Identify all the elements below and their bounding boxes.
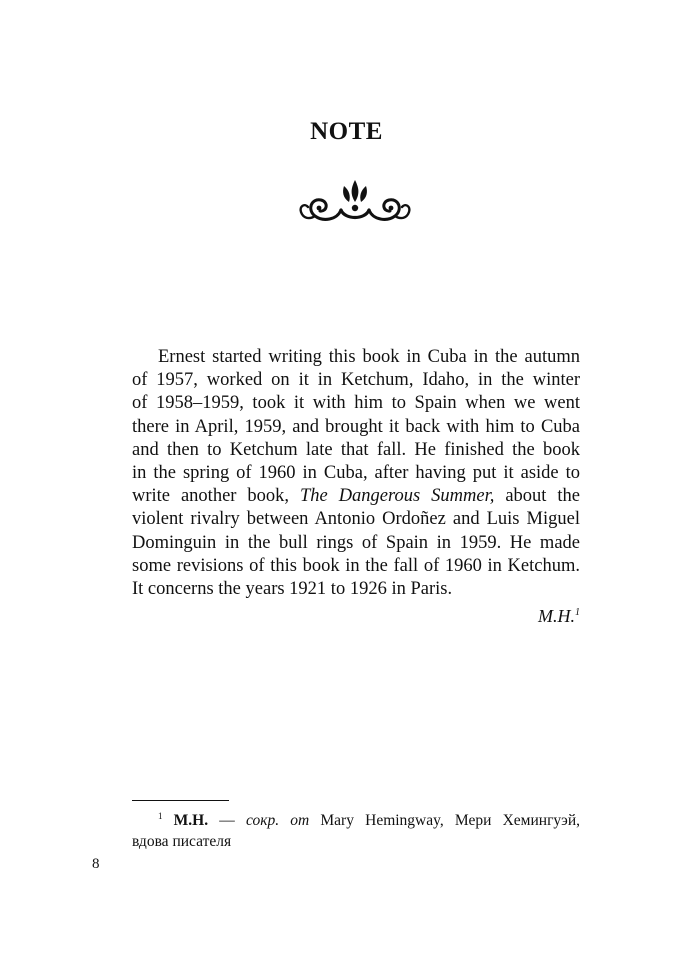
footnote-line: вдова писателя: [132, 832, 232, 850]
body-line: in the spring of 1960 in Cuba, after having put it aside to: [132, 463, 580, 484]
note-body: [132, 346, 580, 601]
footnote: [132, 806, 580, 852]
footnote-abbreviation: М.Н.: [173, 812, 209, 830]
page-title: NOTE: [310, 118, 383, 145]
body-text-fragment: write another book,: [132, 486, 300, 507]
body-line-book-title: [132, 485, 580, 508]
body-line: violent rivalry between Antonio Ordoñez and Luis Miguel: [132, 509, 580, 530]
body-line: and then to Ketchum late that fall. He finished the book: [132, 439, 580, 460]
footnote-text: Mary Hemingway, Мери Хемингуэй,: [309, 812, 580, 830]
signature-initials: M.H.: [538, 606, 575, 626]
body-text-fragment: about the: [494, 486, 580, 507]
book-title: The Dangerous Summer,: [299, 486, 495, 507]
body-line: Dominguin in the bull rings of Spain in 1959. He made: [132, 532, 580, 553]
footnote-line: [132, 806, 580, 832]
footnote-divider: [132, 800, 229, 801]
body-line: Ernest started writing this book in Cuba in the autumn: [158, 347, 580, 367]
footnote-dash: —: [208, 812, 246, 830]
body-line: of 1958–1959, took it with him to Spain when we went: [132, 393, 580, 414]
page-number: 8: [92, 856, 100, 872]
body-line: some revisions of this book in the fall of 1960 in Ketchum.: [132, 555, 580, 576]
body-line: of 1957, worked on it in Ketchum, Idaho, in the winter: [132, 370, 580, 391]
signature: [538, 606, 580, 627]
floral-ornament-icon: [297, 176, 413, 228]
footnote-reference: 1: [575, 607, 580, 618]
body-line: there in April, 1959, and brought it back with him to Cuba: [132, 416, 580, 437]
footnote-italic: сокр. от: [245, 812, 310, 830]
footnote-mark: 1: [158, 811, 163, 821]
body-line: It concerns the years 1921 to 1926 in Paris.: [132, 579, 453, 600]
